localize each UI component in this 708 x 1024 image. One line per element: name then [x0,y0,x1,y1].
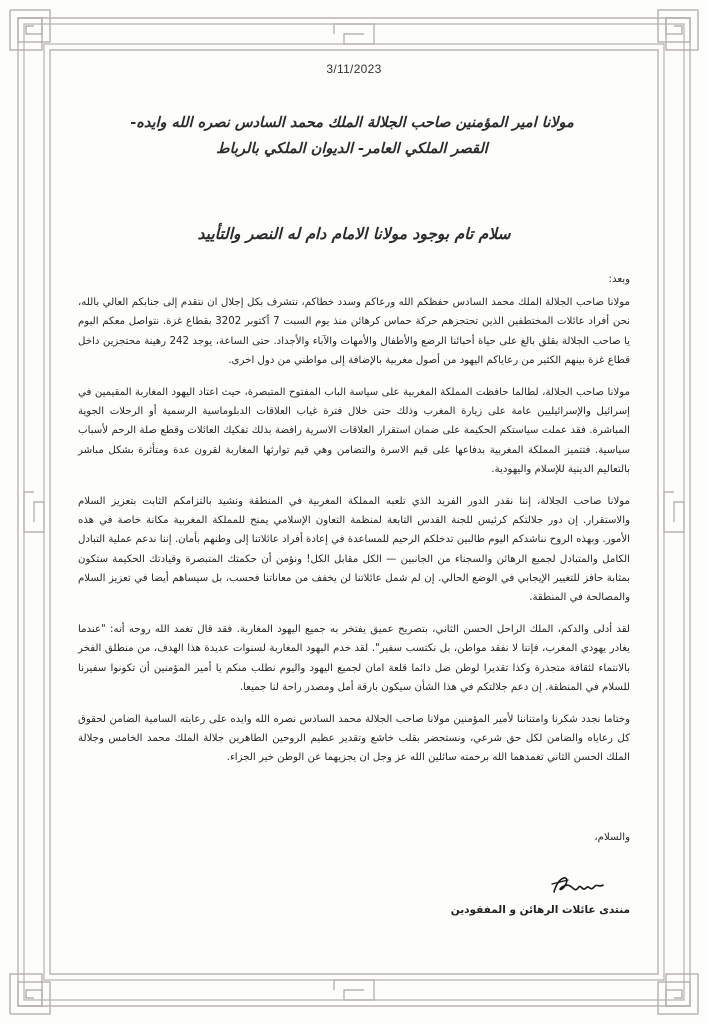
closing-line: والسلام، [594,832,630,843]
paragraph-1: مولانا صاحب الجلالة الملك محمد السادس حفظكم الله ورعاكم وسدد خطاكم، نتشرف بكل إجلال ان نتقدم إلى جنابكم العالي بالله، نحن أفراد عائلات المختطفين الذين تحتجزهم حركة حماس كرهائن منذ يوم السبت 7 أكتوبر 3202 بقطاع غزة. نتواصل معكم اليوم يا صاحب الجلالة بقلق بالغ على حياة أحبائنا الرضع والأطفال والأمهات والآباء والأجداد. حتى الساعة، يوجد 242 رهينة محتجزين داخل قطاع غزة بينهم الكثير من رعاياكم اليهود من أصول مغربية بالإضافة إلى مواطني من دول اخرى. [78,297,630,366]
addressee-block [82,110,622,162]
addressee-line-2: القصر الملكي العامر- الديوان الملكي بالرباط [216,140,488,157]
handwritten-signature [548,864,608,904]
signatory-organization: منتدى عائلات الرهائن و المفقودين [450,904,630,916]
salutation: سلام تام بوجود مولانا الامام دام له النصر والتأييد [197,224,511,243]
paragraph-5: وختاما نجدد شكرنا وامتناننا لأمير المؤمنين مولانا صاحب الجلالة محمد السادس نصره الله وايده على رعايته السامية الضامن لحقوق كل رعاياه والضامن لكل حق شرعي، ونستحضر بقلب خاشع وتقدير عظيم الروحين الطاهرين جلالة الملك محمد الخامس وجلالة الملك الحسن الثاني تغمدهما الله برحمته سائلين الله عز وجل ان يجزيهما عن الوطن خير الجزاء. [78,714,630,764]
addressee-line-1: مولانا امير المؤمنين صاحب الجلالة الملك محمد السادس نصره الله وايده- [130,114,574,131]
opening-word: وبعد: [608,274,630,285]
letter-body [78,270,630,781]
paragraph-3: مولانا صاحب الجلالة، إننا نقدر الدور الفريد الذي تلعبه المملكة المغربية في المنطقة ونشيد بالتزامكم الثابت بتعزيز السلام والاستقرار. إن دور جلالتكم كرئيس للجنة القدس التابعة لمنظمة التعاون الإسلامي يمنح للمملكة المغربية مكانة خاصة في هذه الأمور. وبهذه الروح نناشدكم اليوم طالبين تدخلكم الرحيم للمساعدة في إعادة أفراد عائلاتنا إلى وطنهم بأمان. إننا ندعم عملية التبادل الكامل والمتبادل لجميع الرهائن والسجناء من الجانبين — الكل مقابل الكل! ونؤمن أن حكمتك المتبصرة وقيادتك الحكيمة ستكون بمثابة حافز للتغيير الإيجابي في الوضع الحالي. إن لم شمل عائلاتنا لن يخفف من معاناتنا فحسب، بل سيساهم أيضا في تعزيز السلام والمصالحة في المنطقة. [77,496,630,604]
paragraph-2: مولانا صاحب الجلالة، لطالما حافظت المملكة المغربية على سياسة الباب المفتوح المتبصرة، حيث اعتاد اليهود المغاربة المقيمين في إسرائيل والإسرائيليين عامة على زيارة المغرب وذلك حتى خلال فترة غياب العلاقات الدبلوماسية الرسمية أو الرحلات الجوية المباشرة. فقد عملت سياستكم الحكيمة على ضمان استقرار العلاقات الاسرية رافضة بذلك تفكيك العائلات وقطع صلة الرحم لأسباب سياسية. فتتميز المملكة المغربية بدفاعها على قيم الاسرة والتضامن وهي قيم توارثها المغاربة لقرون عدة ومتأثرة بشكل مباشر بالتعاليم الدينية للإسلام واليهودية. [78,387,630,475]
letter-date: 3/11/2023 [326,62,382,76]
paragraph-4: لقد أدلى والدكم، الملك الراحل الحسن الثاني، بتصريح عميق يفتخر به جميع اليهود المغاربة. فقد قال تغمد الله روحه أنه: "عندما يغادر يهودي المغرب، فإننا لا نفقد مواطن، بل نكتسب سفير". لقد خدم اليهود المغاربة لسنوات عديدة هذا الهدف، من منطلق الفخر بالانتماء لثقافة متجذرة وكذا تقديرا لوطن ضل دائما قلعة امان لجميع اليهود واليوم نطلب منكم يا أمير المؤمنين أن تكونوا سفيرنا للسلام في المنطقة. إن دعم جلالتكم في هذا الشأن سيكون بارقة أمل ومصدر راحة لنا جميعا. [78,624,630,693]
letter-content [78,48,630,978]
